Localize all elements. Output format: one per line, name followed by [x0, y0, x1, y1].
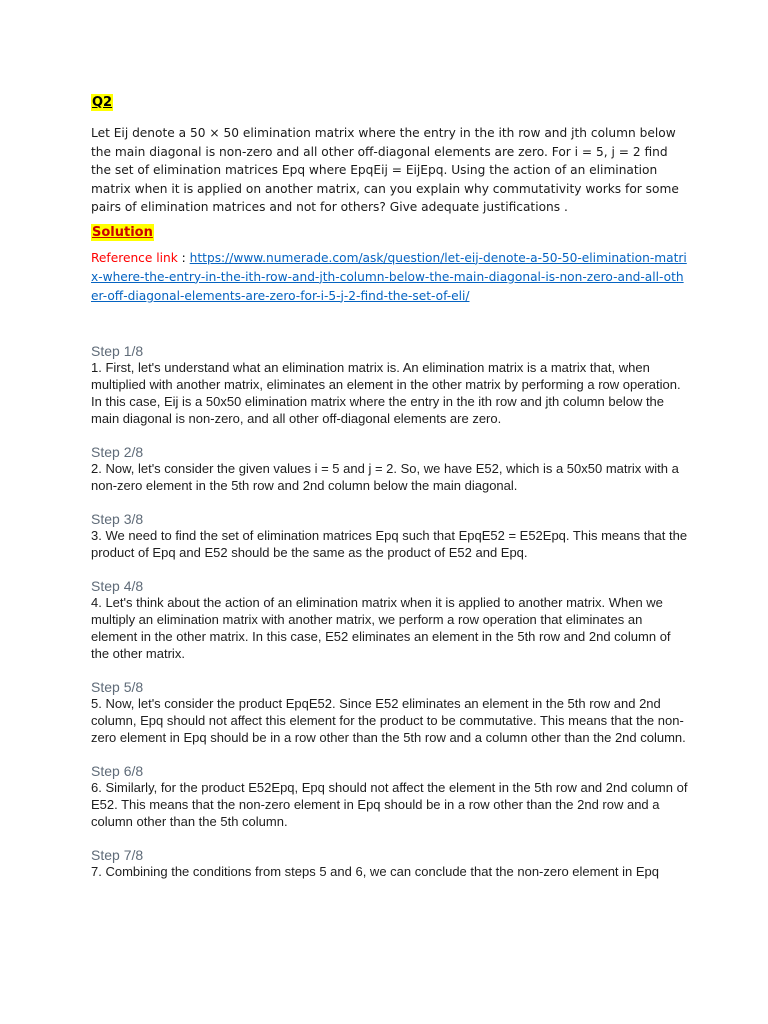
steps-list	[91, 343, 691, 880]
step-title: Step 3/8	[91, 510, 144, 527]
reference-link[interactable]: https://www.numerade.com/ask/question/let-eij-denote-a-50-50-elimination-matrix-where-the-entry-in-the-ith-row-and-jth-column-below-the-main-diagonal-is-non-zero-and-all-other-off-diagonal-elements-are-zero-for-i-5-j-2-find-the-set-of-eli/	[91, 250, 687, 303]
document-content	[91, 93, 691, 897]
question-text: Let Eij denote a 50 × 50 elimination matrix where the entry in the ith row and jth column below the main diagonal is non-zero and all other off-diagonal elements are zero. For i = 5, j = 2 find the set of elimination matrices Epq where EpqEij = EijEpq. Using the action of an elimination matrix when it is applied on another matrix, can you explain why commutativity works for some pairs of elimination matrices and not for others? Give adequate justifications .	[91, 126, 679, 214]
reference-line	[91, 249, 691, 306]
step-text: 1. First, let's understand what an elimination matrix is. An elimination matrix is a matrix that, when multiplied with another matrix, eliminates an element in the other matrix by performing a row operation. In this case, Eij is a 50x50 elimination matrix where the entry in the ith row and jth column below the main diagonal is non-zero, and all other off-diagonal elements are zero.	[91, 359, 681, 426]
step-text: 6. Similarly, for the product E52Epq, Epq should not affect the element in the 5th row and 2nd column of E52. This means that the non-zero element in Epq should be in a row other than the 2nd row and a column other than the 5th column.	[91, 779, 688, 829]
question-section	[91, 93, 691, 217]
step-item	[91, 679, 691, 746]
step-item	[91, 847, 691, 880]
step-item	[91, 578, 691, 662]
step-item	[91, 343, 691, 427]
step-text: 4. Let's think about the action of an elimination matrix when it is applied to another matrix. When we multiply an elimination matrix with another matrix, we perform a row operation that eliminates an element in the other matrix. In this case, E52 eliminates an element in the 5th row and 2nd column of the other matrix.	[91, 594, 671, 661]
step-text: 5. Now, let's consider the product EpqE52. Since E52 eliminates an element in the 5th row and 2nd column, Epq should not affect this element for the product to be commutative. This means that the non-zero element in Epq should be in a row other than the 5th row and a column other than the 2nd column.	[91, 695, 686, 745]
step-text: 7. Combining the conditions from steps 5 and 6, we can conclude that the non-zero element in Epq	[91, 863, 660, 879]
step-title: Step 2/8	[91, 443, 144, 460]
step-title: Step 6/8	[91, 762, 144, 779]
reference-colon: :	[177, 250, 190, 265]
reference-label: Reference link	[91, 250, 178, 265]
solution-label: Solution	[92, 224, 153, 240]
step-title: Step 4/8	[91, 577, 144, 594]
solution-section	[91, 217, 691, 306]
step-title: Step 1/8	[91, 342, 144, 359]
step-title: Step 5/8	[91, 678, 144, 695]
step-title: Step 7/8	[91, 846, 144, 863]
step-item	[91, 511, 691, 561]
step-text: 2. Now, let's consider the given values i = 5 and j = 2. So, we have E52, which is a 50x50 matrix with a non-zero element in the 5th row and 2nd column below the main diagonal.	[91, 460, 679, 493]
question-label: Q2	[92, 95, 113, 110]
step-text: 3. We need to find the set of elimination matrices Epq such that EpqE52 = E52Epq. This means that the product of Epq and E52 should be the same as the product of E52 and Epq.	[91, 527, 688, 560]
step-item	[91, 763, 691, 830]
step-item	[91, 444, 691, 494]
